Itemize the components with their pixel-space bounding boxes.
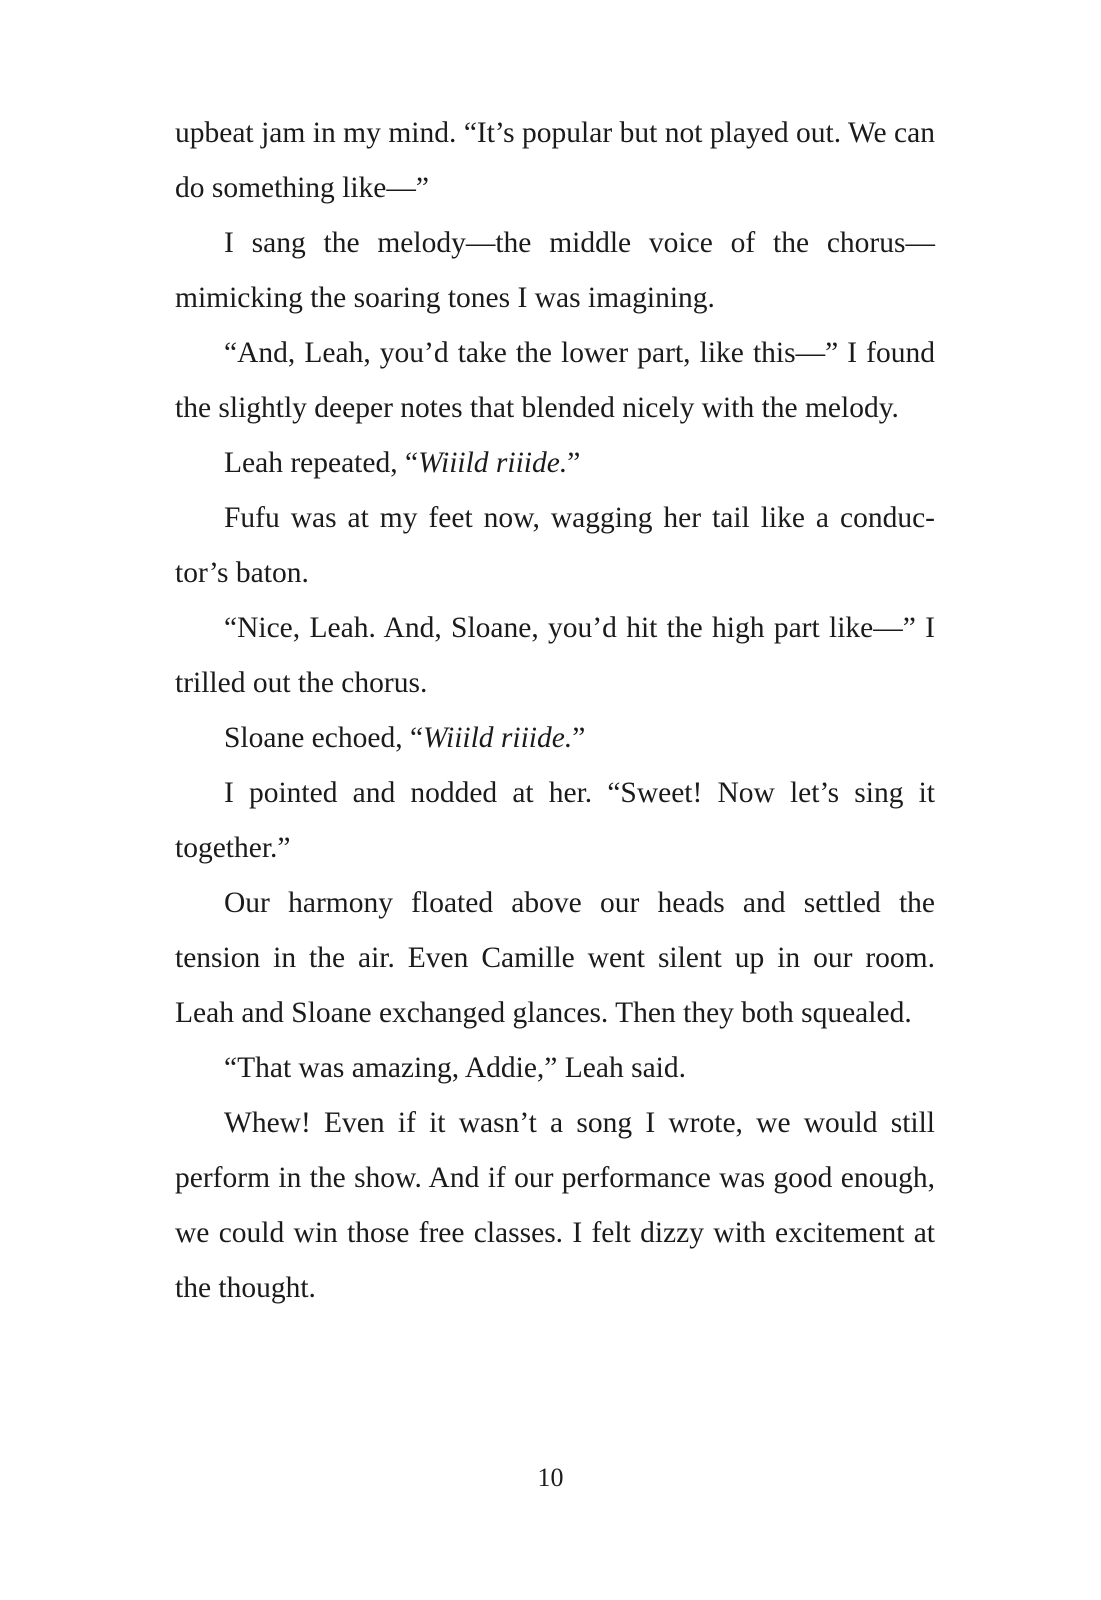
paragraph: “And, Leah, you’d take the lower part, like this—” I found the slightly deeper notes that blended nicely with the melody. <box>175 337 935 424</box>
page-number: 10 <box>537 1463 564 1492</box>
paragraph: Our harmony floated above our heads and settled the tension in the air. Even Camille went silent up in our room. Leah and Sloane exchanged glances. Then they both squealed. <box>175 887 935 1029</box>
paragraph: “Nice, Leah. And, Sloane, you’d hit the high part like—” I trilled out the chorus. <box>175 612 935 699</box>
paragraph: Sloane echoed, “Wiiild riiide.” <box>224 722 586 754</box>
paragraph: Leah repeated, “Wiiild riiide.” <box>224 447 581 479</box>
paragraph: Fufu was at my feet now, wagging her tail like a conductor’s baton. <box>175 502 935 589</box>
paragraph: I sang the melody—the middle voice of the chorus—mimicking the soaring tones I was imagining. <box>175 227 935 314</box>
italic-lyric: Wiiild riiide. <box>423 722 573 754</box>
paragraph: Whew! Even if it wasn’t a song I wrote, we would still perform in the show. And if our performance was good enough, we could win those free classes. I felt dizzy with excitement at the thought. <box>175 1107 935 1304</box>
italic-lyric: Wiiild riiide. <box>418 447 568 479</box>
paragraph: upbeat jam in my mind. “It’s popular but not played out. We can do something like—” <box>175 117 935 204</box>
paragraph: “That was amazing, Addie,” Leah said. <box>224 1052 686 1084</box>
body-text <box>175 106 935 1316</box>
paragraph: I pointed and nodded at her. “Sweet! Now let’s sing it together.” <box>175 777 935 864</box>
